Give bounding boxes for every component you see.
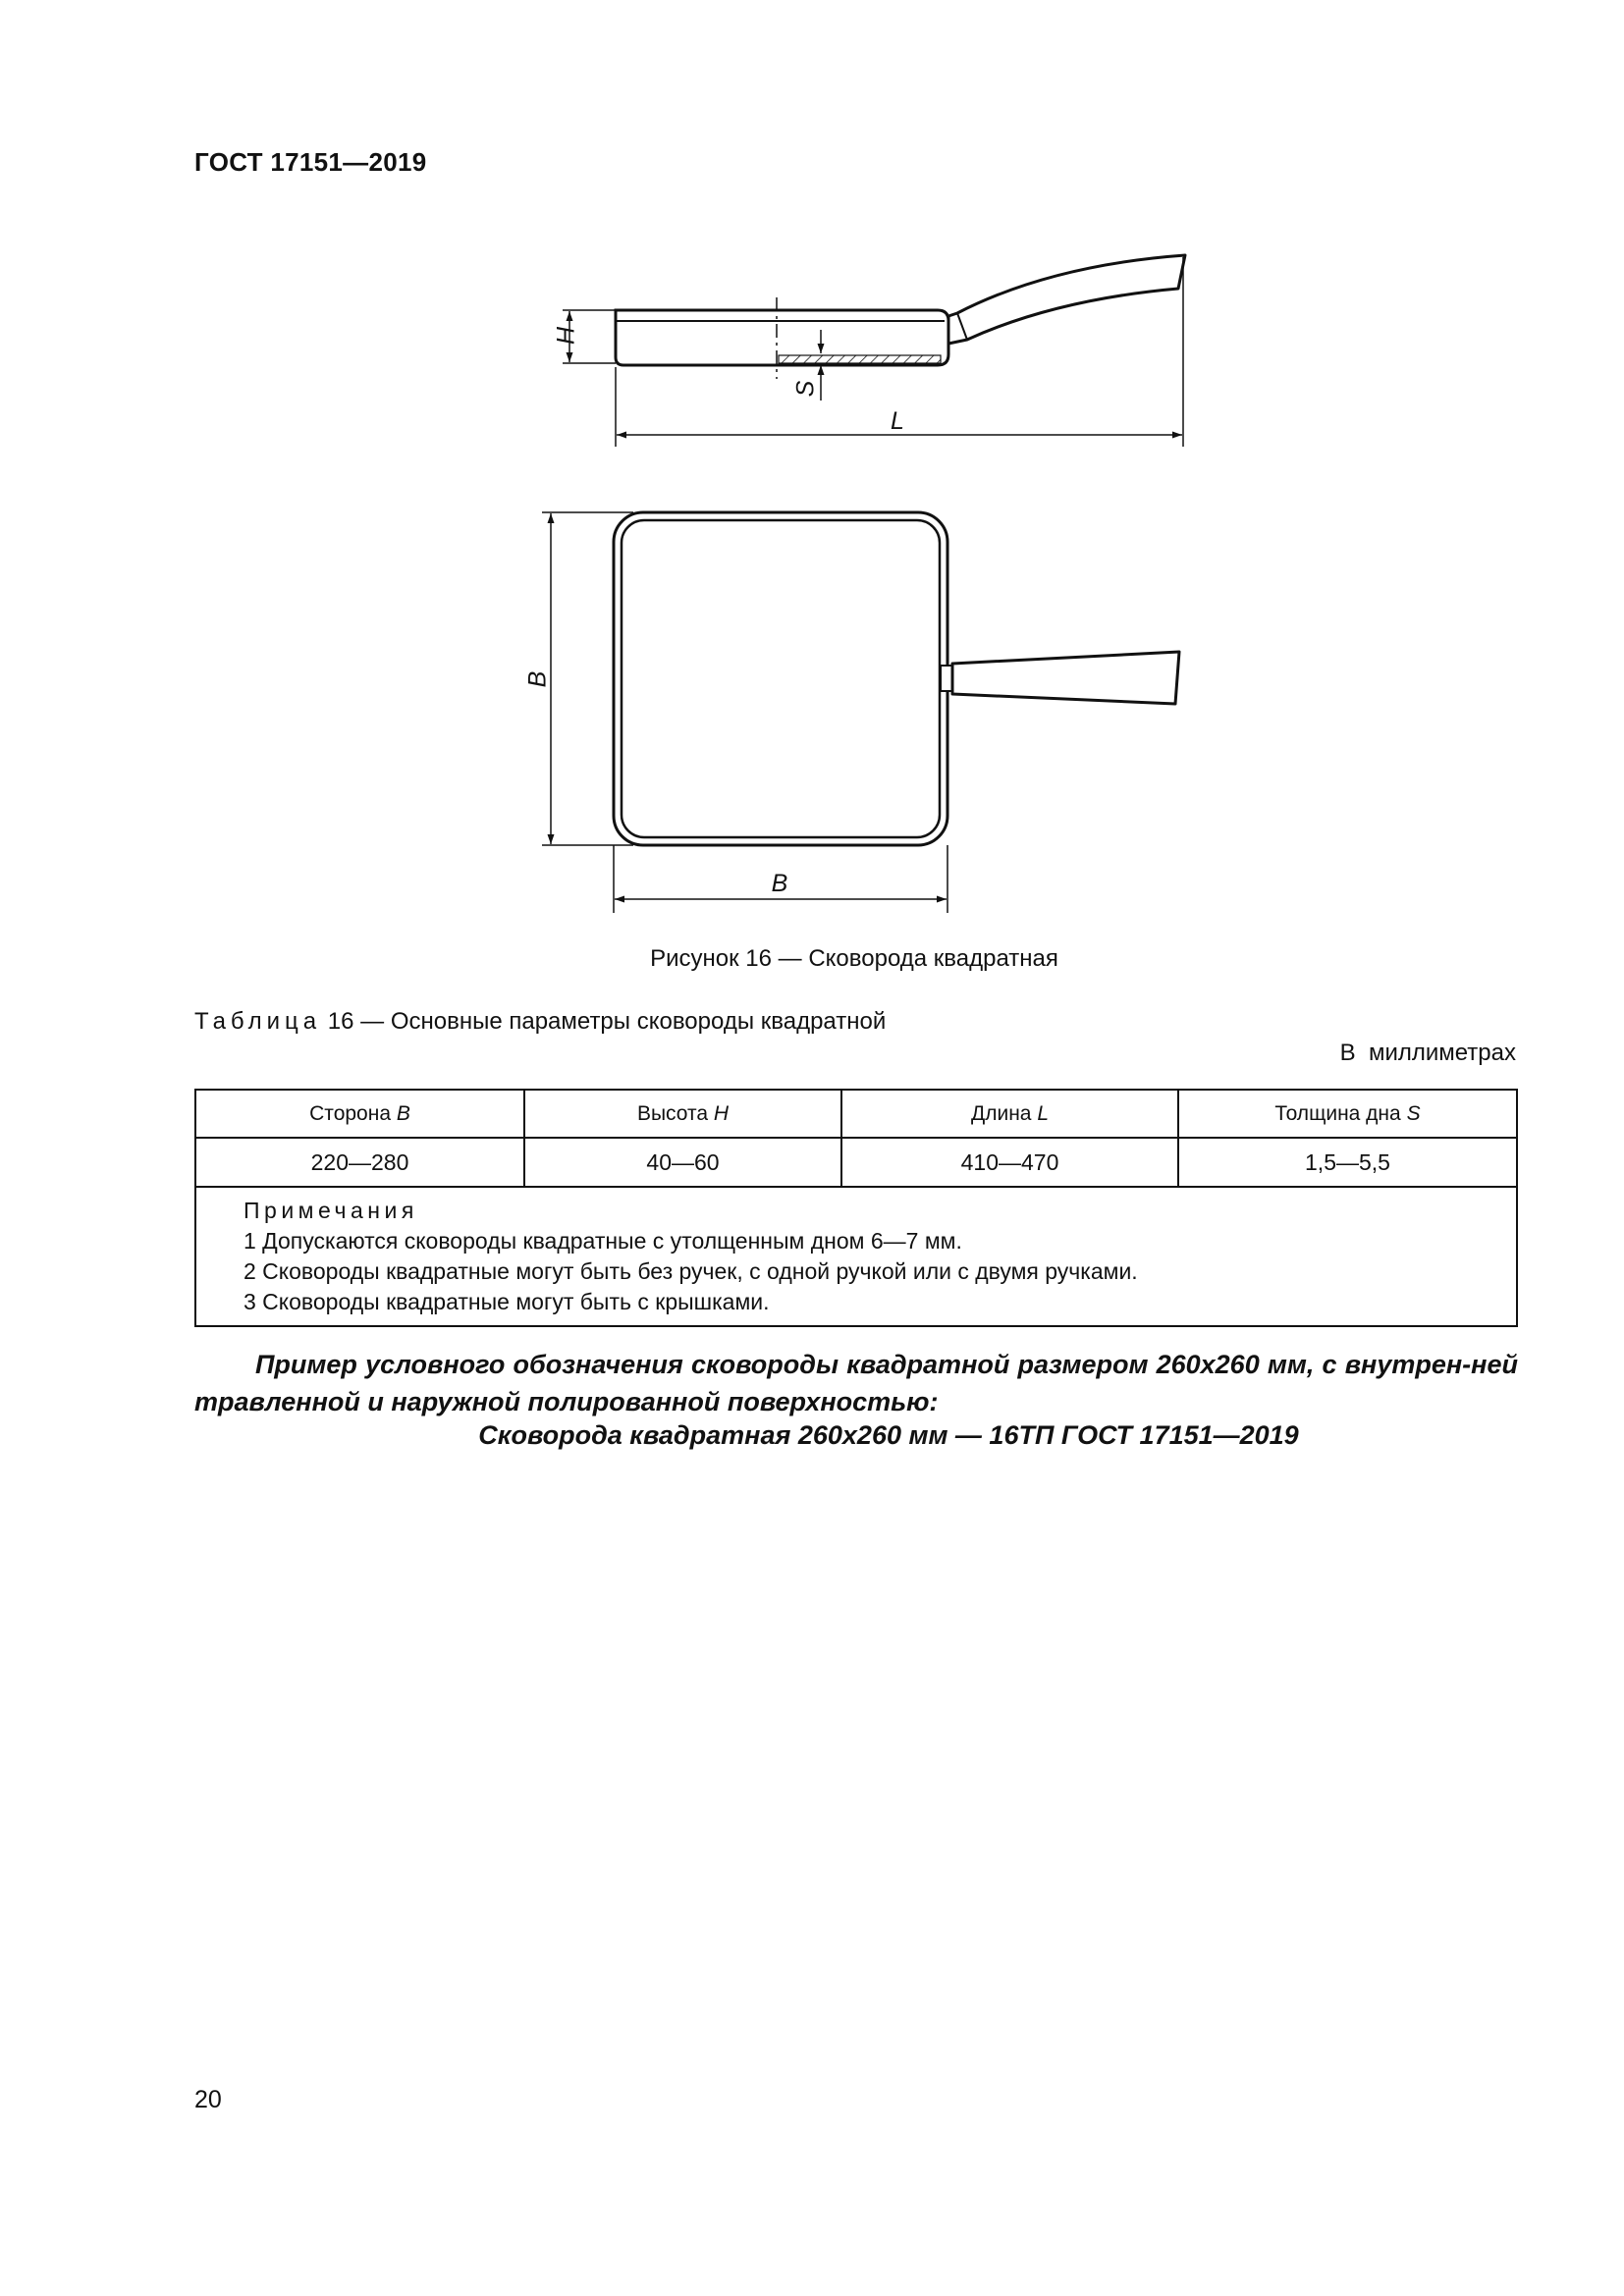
table-notes-row (195, 1187, 1517, 1326)
top-view (524, 512, 1179, 913)
figure-caption: Рисунок 16 — Сковорода квадратная (650, 945, 1058, 972)
straight-handle (952, 652, 1179, 704)
dim-label-s: S (791, 380, 820, 398)
pan-drawing (0, 0, 1624, 942)
pan-outer-square (614, 512, 947, 845)
table-title (194, 1008, 886, 1036)
cell-side-value: 220—280 (195, 1138, 524, 1187)
cell-length-value: 410—470 (841, 1138, 1178, 1187)
column-header-thickness: Толщина дна S (1178, 1090, 1517, 1138)
dim-label-l: L (891, 407, 904, 435)
column-header-length: Длина L (841, 1090, 1178, 1138)
document-header: ГОСТ 17151—2019 (194, 147, 427, 177)
example-designation: Сковорода квадратная 260х260 мм — 16ТП ГОСТ 17151—2019 (478, 1420, 1299, 1450)
note-item: 3 Сковороды квадратные могут быть с крышками. (244, 1289, 770, 1314)
note-item: 2 Сковороды квадратные могут быть без ручек, с одной ручкой или с двумя ручками. (244, 1258, 1138, 1284)
column-header-side: Сторона B (195, 1090, 524, 1138)
dim-label-b-vertical: B (523, 670, 552, 688)
table-header-row (195, 1090, 1517, 1138)
table-units: В миллиметрах (1339, 1040, 1516, 1066)
bottom-hatch (779, 355, 941, 363)
column-header-height: Высота H (524, 1090, 841, 1138)
curved-handle (948, 255, 1185, 344)
table-row (195, 1138, 1517, 1187)
table-notes (195, 1187, 1517, 1326)
parameters-table (194, 1089, 1518, 1327)
page-number: 20 (194, 2086, 222, 2113)
cell-thickness-value: 1,5—5,5 (1178, 1138, 1517, 1187)
notes-heading: Примечания (244, 1198, 418, 1223)
pan-inner-square (622, 520, 940, 837)
table-title-prefix: Таблица (194, 1008, 322, 1035)
cell-height-value: 40—60 (524, 1138, 841, 1187)
table-title-text: 16 — Основные параметры сковороды квадратной (327, 1008, 887, 1035)
note-item: 1 Допускаются сковороды квадратные с утолщенным дном 6—7 мм. (244, 1228, 962, 1254)
example-intro: Пример условного обозначения сковороды квадратной размером 260х260 мм, с внутрен-ней травленной и наружной полированной поверхностью: (194, 1350, 1518, 1416)
dim-label-b-horizontal: B (771, 870, 788, 897)
dim-label-h: H (552, 326, 580, 346)
side-view (553, 255, 1185, 447)
